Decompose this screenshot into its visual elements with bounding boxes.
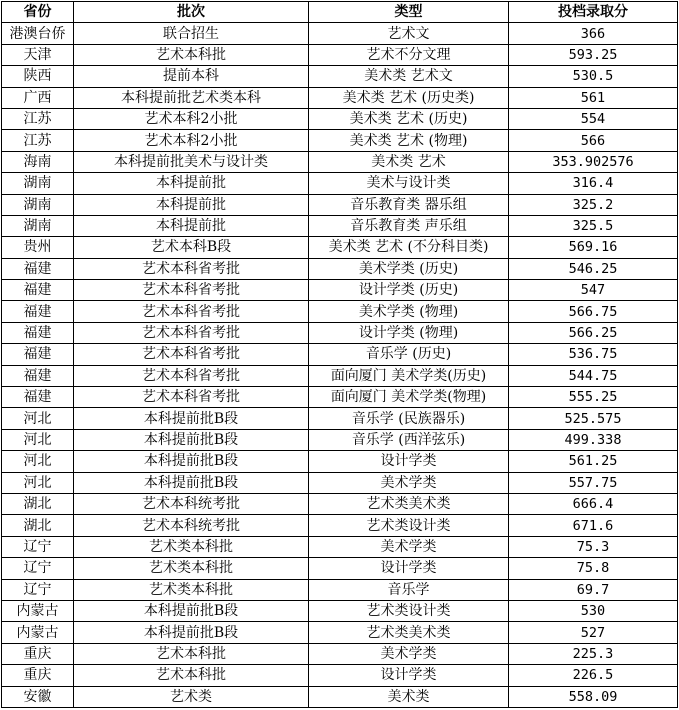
cell-type: 设计学类 (历史) bbox=[309, 280, 509, 301]
cell-province: 海南 bbox=[2, 151, 74, 172]
cell-type: 艺术类美术类 bbox=[309, 493, 509, 514]
cell-province: 湖北 bbox=[2, 515, 74, 536]
cell-score: 544.75 bbox=[509, 365, 678, 386]
cell-score: 75.8 bbox=[509, 558, 678, 579]
cell-batch: 本科提前批B段 bbox=[74, 600, 309, 621]
cell-province: 福建 bbox=[2, 280, 74, 301]
table-row bbox=[2, 579, 678, 600]
cell-type: 美术学类 bbox=[309, 536, 509, 557]
table-row bbox=[2, 686, 678, 707]
cell-province: 天津 bbox=[2, 44, 74, 65]
cell-batch: 艺术本科2小批 bbox=[74, 130, 309, 151]
cell-province: 河北 bbox=[2, 408, 74, 429]
table-body bbox=[2, 23, 678, 708]
cell-score: 530 bbox=[509, 600, 678, 621]
cell-batch: 本科提前批艺术类本科 bbox=[74, 87, 309, 108]
cell-batch: 本科提前批B段 bbox=[74, 429, 309, 450]
admission-scores-table bbox=[1, 1, 678, 708]
cell-province: 重庆 bbox=[2, 643, 74, 664]
table-row bbox=[2, 215, 678, 236]
cell-type: 美术类 艺术 bbox=[309, 151, 509, 172]
cell-province: 陕西 bbox=[2, 66, 74, 87]
cell-batch: 本科提前批美术与设计类 bbox=[74, 151, 309, 172]
cell-batch: 艺术本科统考批 bbox=[74, 515, 309, 536]
cell-type: 美术与设计类 bbox=[309, 173, 509, 194]
table-row bbox=[2, 408, 678, 429]
cell-province: 福建 bbox=[2, 387, 74, 408]
table-row bbox=[2, 536, 678, 557]
cell-type: 美术类 艺术文 bbox=[309, 66, 509, 87]
cell-batch: 艺术本科省考批 bbox=[74, 387, 309, 408]
cell-score: 353.902576 bbox=[509, 151, 678, 172]
cell-type: 音乐学 (民族器乐) bbox=[309, 408, 509, 429]
table-row bbox=[2, 600, 678, 621]
header-province: 省份 bbox=[2, 2, 74, 23]
cell-batch: 本科提前批 bbox=[74, 215, 309, 236]
cell-score: 325.2 bbox=[509, 194, 678, 215]
table-row bbox=[2, 151, 678, 172]
cell-type: 美术学类 (历史) bbox=[309, 258, 509, 279]
cell-score: 561 bbox=[509, 87, 678, 108]
table-row bbox=[2, 173, 678, 194]
cell-province: 福建 bbox=[2, 344, 74, 365]
cell-type: 美术类 艺术 (历史) bbox=[309, 108, 509, 129]
cell-score: 527 bbox=[509, 622, 678, 643]
cell-province: 重庆 bbox=[2, 665, 74, 686]
table-row bbox=[2, 344, 678, 365]
cell-province: 河北 bbox=[2, 451, 74, 472]
cell-province: 福建 bbox=[2, 365, 74, 386]
cell-batch: 本科提前批 bbox=[74, 173, 309, 194]
cell-batch: 艺术本科省考批 bbox=[74, 344, 309, 365]
table-row bbox=[2, 515, 678, 536]
cell-province: 辽宁 bbox=[2, 579, 74, 600]
table-row bbox=[2, 429, 678, 450]
cell-province: 湖南 bbox=[2, 215, 74, 236]
cell-score: 366 bbox=[509, 23, 678, 44]
table-row bbox=[2, 44, 678, 65]
table-row bbox=[2, 322, 678, 343]
table-row bbox=[2, 472, 678, 493]
table-row bbox=[2, 622, 678, 643]
cell-province: 河北 bbox=[2, 429, 74, 450]
cell-score: 316.4 bbox=[509, 173, 678, 194]
table-row bbox=[2, 665, 678, 686]
table-row bbox=[2, 451, 678, 472]
cell-province: 广西 bbox=[2, 87, 74, 108]
cell-score: 566.25 bbox=[509, 322, 678, 343]
table-header bbox=[2, 2, 678, 23]
cell-batch: 艺术本科B段 bbox=[74, 237, 309, 258]
cell-batch: 艺术类本科批 bbox=[74, 579, 309, 600]
header-type: 类型 bbox=[309, 2, 509, 23]
cell-batch: 艺术类 bbox=[74, 686, 309, 707]
cell-score: 671.6 bbox=[509, 515, 678, 536]
cell-score: 525.575 bbox=[509, 408, 678, 429]
cell-score: 557.75 bbox=[509, 472, 678, 493]
cell-batch: 本科提前批B段 bbox=[74, 622, 309, 643]
table-row bbox=[2, 280, 678, 301]
cell-batch: 艺术本科省考批 bbox=[74, 365, 309, 386]
cell-type: 设计学类 bbox=[309, 665, 509, 686]
cell-type: 音乐教育类 声乐组 bbox=[309, 215, 509, 236]
cell-province: 湖南 bbox=[2, 194, 74, 215]
cell-province: 湖南 bbox=[2, 173, 74, 194]
cell-score: 561.25 bbox=[509, 451, 678, 472]
cell-score: 499.338 bbox=[509, 429, 678, 450]
cell-type: 设计学类 bbox=[309, 451, 509, 472]
cell-score: 325.5 bbox=[509, 215, 678, 236]
table-row bbox=[2, 87, 678, 108]
cell-type: 艺术类设计类 bbox=[309, 515, 509, 536]
cell-province: 江苏 bbox=[2, 108, 74, 129]
cell-batch: 艺术类本科批 bbox=[74, 558, 309, 579]
cell-type: 艺术不分文理 bbox=[309, 44, 509, 65]
cell-score: 558.09 bbox=[509, 686, 678, 707]
cell-type: 音乐学 bbox=[309, 579, 509, 600]
cell-score: 566 bbox=[509, 130, 678, 151]
cell-score: 546.25 bbox=[509, 258, 678, 279]
cell-score: 566.75 bbox=[509, 301, 678, 322]
table-row bbox=[2, 194, 678, 215]
cell-province: 港澳台侨 bbox=[2, 23, 74, 44]
cell-type: 美术类 艺术 (历史类) bbox=[309, 87, 509, 108]
cell-type: 面向厦门 美术学类(历史) bbox=[309, 365, 509, 386]
header-row bbox=[2, 2, 678, 23]
table-row bbox=[2, 387, 678, 408]
cell-type: 美术学类 (物理) bbox=[309, 301, 509, 322]
cell-batch: 艺术本科统考批 bbox=[74, 493, 309, 514]
table-row bbox=[2, 301, 678, 322]
cell-type: 艺术类美术类 bbox=[309, 622, 509, 643]
cell-type: 艺术类设计类 bbox=[309, 600, 509, 621]
cell-batch: 艺术本科2小批 bbox=[74, 108, 309, 129]
cell-province: 安徽 bbox=[2, 686, 74, 707]
cell-type: 音乐教育类 器乐组 bbox=[309, 194, 509, 215]
cell-batch: 本科提前批B段 bbox=[74, 472, 309, 493]
cell-batch: 艺术类本科批 bbox=[74, 536, 309, 557]
cell-province: 江苏 bbox=[2, 130, 74, 151]
cell-score: 226.5 bbox=[509, 665, 678, 686]
cell-batch: 艺术本科省考批 bbox=[74, 322, 309, 343]
cell-type: 音乐学 (历史) bbox=[309, 344, 509, 365]
table-row bbox=[2, 237, 678, 258]
cell-type: 美术类 艺术 (不分科目类) bbox=[309, 237, 509, 258]
cell-type: 设计学类 (物理) bbox=[309, 322, 509, 343]
table-row bbox=[2, 66, 678, 87]
table-row bbox=[2, 258, 678, 279]
cell-score: 547 bbox=[509, 280, 678, 301]
table-row bbox=[2, 365, 678, 386]
cell-type: 音乐学 (西洋弦乐) bbox=[309, 429, 509, 450]
cell-score: 69.7 bbox=[509, 579, 678, 600]
cell-score: 75.3 bbox=[509, 536, 678, 557]
cell-batch: 艺术本科省考批 bbox=[74, 258, 309, 279]
cell-type: 艺术文 bbox=[309, 23, 509, 44]
table-row bbox=[2, 493, 678, 514]
table-row bbox=[2, 643, 678, 664]
cell-batch: 本科提前批B段 bbox=[74, 408, 309, 429]
cell-batch: 艺术本科批 bbox=[74, 44, 309, 65]
cell-score: 666.4 bbox=[509, 493, 678, 514]
cell-province: 内蒙古 bbox=[2, 622, 74, 643]
table-row bbox=[2, 108, 678, 129]
cell-type: 面向厦门 美术学类(物理) bbox=[309, 387, 509, 408]
cell-province: 辽宁 bbox=[2, 558, 74, 579]
cell-batch: 本科提前批 bbox=[74, 194, 309, 215]
cell-type: 设计学类 bbox=[309, 558, 509, 579]
cell-type: 美术学类 bbox=[309, 472, 509, 493]
cell-province: 福建 bbox=[2, 322, 74, 343]
table-row bbox=[2, 558, 678, 579]
cell-score: 225.3 bbox=[509, 643, 678, 664]
cell-province: 贵州 bbox=[2, 237, 74, 258]
cell-batch: 提前本科 bbox=[74, 66, 309, 87]
cell-batch: 本科提前批B段 bbox=[74, 451, 309, 472]
cell-type: 美术类 bbox=[309, 686, 509, 707]
table-row bbox=[2, 23, 678, 44]
header-score: 投档录取分 bbox=[509, 2, 678, 23]
cell-type: 美术学类 bbox=[309, 643, 509, 664]
cell-score: 554 bbox=[509, 108, 678, 129]
cell-province: 河北 bbox=[2, 472, 74, 493]
cell-type: 美术类 艺术 (物理) bbox=[309, 130, 509, 151]
cell-province: 湖北 bbox=[2, 493, 74, 514]
cell-batch: 联合招生 bbox=[74, 23, 309, 44]
cell-batch: 艺术本科省考批 bbox=[74, 280, 309, 301]
cell-score: 555.25 bbox=[509, 387, 678, 408]
cell-score: 530.5 bbox=[509, 66, 678, 87]
cell-batch: 艺术本科省考批 bbox=[74, 301, 309, 322]
cell-score: 536.75 bbox=[509, 344, 678, 365]
header-batch: 批次 bbox=[74, 2, 309, 23]
cell-score: 569.16 bbox=[509, 237, 678, 258]
cell-province: 福建 bbox=[2, 258, 74, 279]
cell-province: 辽宁 bbox=[2, 536, 74, 557]
cell-score: 593.25 bbox=[509, 44, 678, 65]
cell-province: 福建 bbox=[2, 301, 74, 322]
cell-batch: 艺术本科批 bbox=[74, 665, 309, 686]
cell-batch: 艺术本科批 bbox=[74, 643, 309, 664]
cell-province: 内蒙古 bbox=[2, 600, 74, 621]
table-row bbox=[2, 130, 678, 151]
